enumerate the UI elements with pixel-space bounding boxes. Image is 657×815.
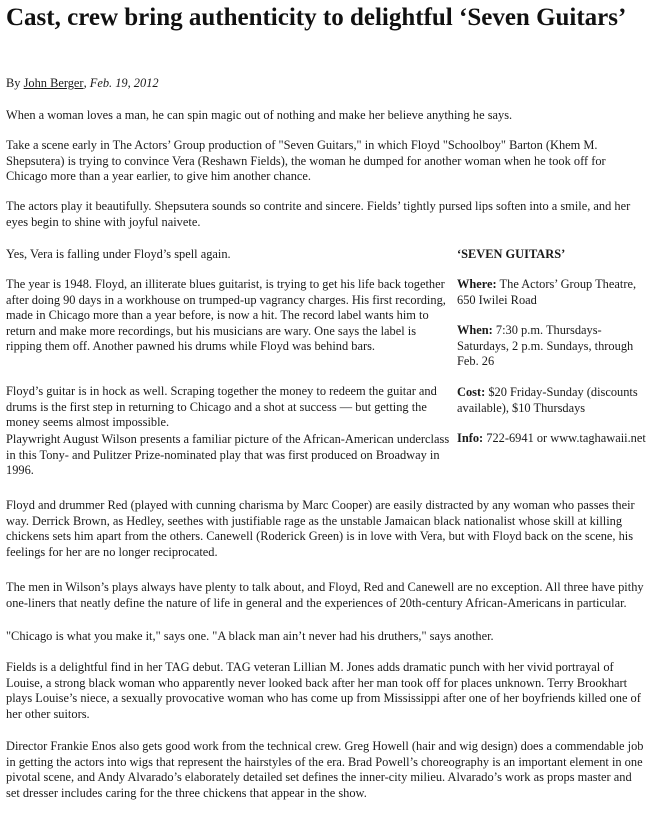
where-label: Where: <box>457 277 497 291</box>
paragraph-7: Playwright August Wilson presents a familiar picture of the African-American underclass in this Tony- and Pulitzer Prize-nominated play that was first produced on Broadway in 1996. <box>6 432 450 477</box>
paragraph-12: Director Frankie Enos also gets good work from the technical crew. Greg Howell (hair and wig design) does a commendable job in getting the actors into wigs that represent the hairstyles of the era. Brad Powell’s choreography is an important element in one pivotal scene, and Andy Alvarado’s elaborately detailed set defines the inner-city milieu. Alvarado’s work as props master and set dresser includes caring for the three chickens that appear in the show. <box>6 739 644 800</box>
sidebar-title: ‘SEVEN GUITARS’ <box>457 247 566 261</box>
paragraph-10: "Chicago is what you make it," says one. "A black man ain’t never had his druthers," says another. <box>6 629 494 643</box>
paragraph-3: The actors play it beautifully. Shepsutera sounds so contrite and sincere. Fields’ tightly pursed lips soften into a smile, and her eyes begin to shine with joyful naivete. <box>6 199 631 229</box>
paragraph-5: The year is 1948. Floyd, an illiterate blues guitarist, is trying to get his life back together after doing 90 days in a workhouse on trumped-up vagrancy charges. His first recording, made in Chicago more than a year before, is now a hit. The record label wants him to return and make more recordings, but his musicians are wary. One says the label is ripping them off. Another pawned his drums while Floyd was behind bars. <box>6 277 446 353</box>
paragraph-11: Fields is a delightful find in her TAG debut. TAG veteran Lillian M. Jones adds dramatic punch with her vivid portrayal of Louise, a strong black woman who apparently never looked back after her man took off for places unknown. Terry Brookhart plays Louise’s niece, a sexually provocative woman who has come up from Mississippi after one of her boyfriends killed one of her other suitors. <box>6 660 641 721</box>
author-link[interactable]: John Berger <box>23 76 84 90</box>
sidebar-where <box>457 277 652 308</box>
paragraph-9: The men in Wilson’s plays always have plenty to talk about, and Floyd, Red and Canewell are no exception. All three have pithy one-liners that neatly define the nature of life in general and the experiences of 20th-century African-Americans in particular. <box>6 580 644 610</box>
article-headline: Cast, crew bring authenticity to delightful ‘Seven Guitars’ <box>6 4 627 31</box>
cost-label: Cost: <box>457 385 486 399</box>
paragraph-6: Floyd’s guitar is in hock as well. Scraping together the money to redeem the guitar and drums is the first step in returning to Chicago and a shot at success — but getting the money seems almost impossible. <box>6 384 437 429</box>
paragraph-8: Floyd and drummer Red (played with cunning charisma by Marc Cooper) are easily distracted by any woman who passes their way. Derrick Brown, as Hedley, seethes with justifiable rage as the unstable Jamaican black nationalist whose skill at killing chickens sets him apart from the others. Canewell (Roderick Green) is in love with Vera, but with Floyd back on the scene, his feelings for her are no longer reciprocated. <box>6 498 635 559</box>
sidebar-when <box>457 323 652 370</box>
paragraph-2: Take a scene early in The Actors’ Group production of "Seven Guitars," in which Floyd "Schoolboy" Barton (Khem M. Shepsutera) is trying to convince Vera (Reshawn Fields), the woman he dumped for another woman when he took off for Chicago more than a year earlier, to give him another chance. <box>6 138 606 183</box>
when-value: 7:30 p.m. Thursdays-Saturdays, 2 p.m. Sundays, through Feb. 26 <box>457 323 634 368</box>
byline <box>6 76 159 91</box>
cost-value: $20 Friday-Sunday (discounts available), $10 Thursdays <box>457 385 638 415</box>
where-value: The Actors’ Group Theatre, 650 Iwilei Road <box>457 277 637 307</box>
info-label: Info: <box>457 431 484 445</box>
paragraph-1: When a woman loves a man, he can spin magic out of nothing and make her believe anything he says. <box>6 108 513 122</box>
info-value: 722-6941 or www.taghawaii.net <box>483 431 646 445</box>
byline-date: , Feb. 19, 2012 <box>83 76 159 90</box>
sidebar-cost <box>457 385 652 416</box>
sidebar-info <box>457 431 652 447</box>
byline-prefix: By <box>6 76 24 90</box>
when-label: When: <box>457 323 493 337</box>
paragraph-4: Yes, Vera is falling under Floyd’s spell again. <box>6 247 231 261</box>
